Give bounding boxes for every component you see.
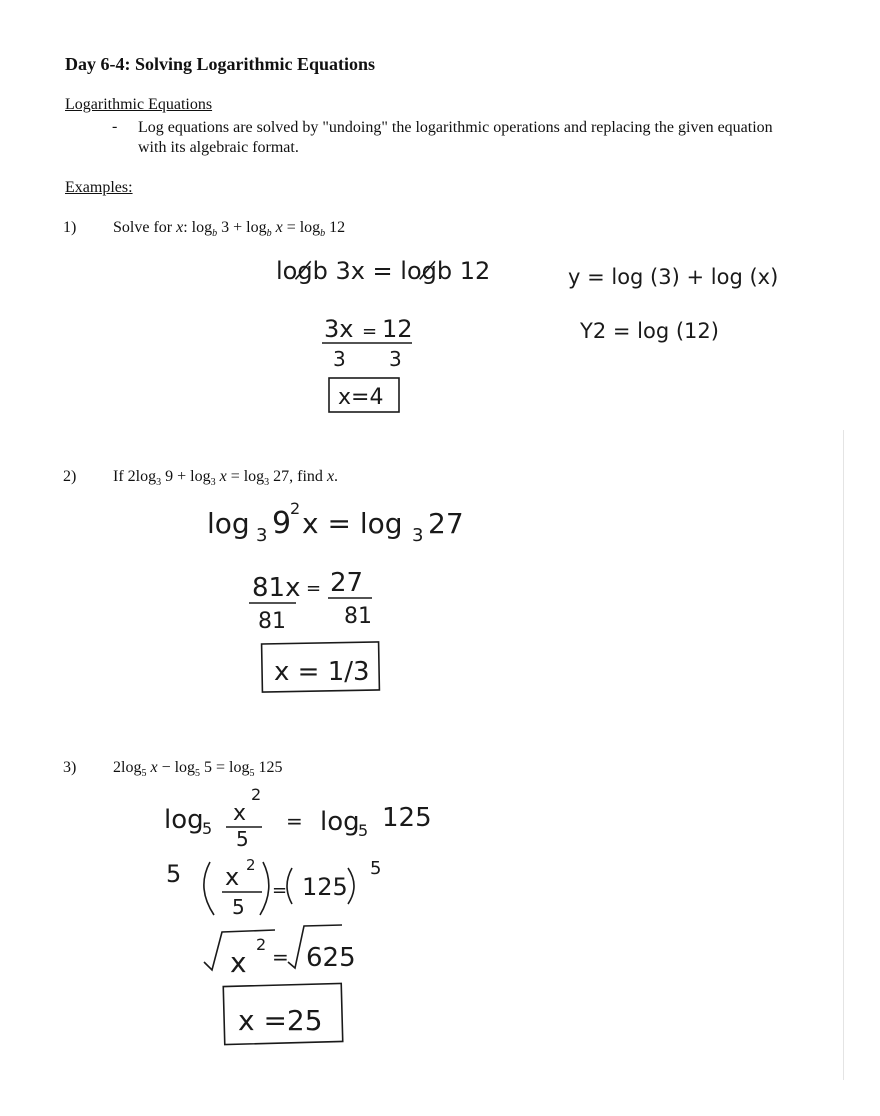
ex3-answer: x =25 — [238, 1004, 323, 1037]
ex2-equals: = — [306, 578, 322, 599]
ex3-line1-base: 5 — [202, 819, 213, 838]
ex1-denominator-left: 3 — [333, 347, 346, 371]
ex2-line1-rhs-value: 27 — [428, 507, 464, 540]
ex2-line1-exponent: 2 — [290, 499, 301, 518]
ex1-numerator-left: 3x — [324, 315, 354, 343]
ex1-calc-y2: Y2 = log (12) — [580, 319, 719, 343]
ex2-line1-log: log — [207, 507, 250, 540]
ex3-line1-rhs-log: log — [320, 807, 360, 837]
ex3-line1-exponent: 2 — [251, 785, 262, 804]
ex2-line1-rhs: x = log — [302, 507, 403, 540]
ex3-line2-rhs: 125 — [302, 873, 348, 901]
problem-1-statement: Solve for x: $\log_b 3 + \log_b x = \log_b 12$ — [113, 219, 346, 240]
examples-heading: Examples: — [65, 179, 133, 196]
ex3-line2-rhs-exponent: 5 — [370, 858, 382, 879]
ex3-line2-exponent: 2 — [246, 856, 256, 874]
ex3-line1-equals: = — [286, 809, 303, 833]
ex3-line2-denominator: 5 — [232, 895, 245, 919]
ex2-answer: x = 1/3 — [274, 657, 370, 687]
ex2-line1-nine: 9 — [272, 506, 292, 541]
ex2-line1-base: 3 — [256, 525, 268, 546]
page-title: Day 6-4: Solving Logarithmic Equations — [65, 54, 376, 74]
ex2-denominator-left: 81 — [258, 609, 286, 634]
bullet-text: Log equations are solved by "undoing" the logarithmic operations and replacing the given equation with its algebraic format. — [138, 119, 773, 156]
ex3-line1-log: log — [164, 805, 204, 835]
ex1-equals: = — [362, 321, 378, 342]
ex1-line1: log̸b 3x = log̸b 12 — [276, 257, 491, 285]
ex3-line3-equals: = — [272, 945, 289, 969]
ex3-left-paren — [204, 862, 214, 915]
ex3-line3-exponent: 2 — [256, 935, 267, 954]
ex3-line2-multiplier: 5 — [166, 860, 182, 888]
ex1-answer: x=4 — [338, 385, 384, 410]
problem-3-number: 3) — [63, 759, 77, 776]
ex2-denominator-right: 81 — [344, 604, 372, 629]
ex3-right-paren — [260, 862, 269, 915]
ex3-right-paren-2 — [348, 868, 354, 904]
problem-2-number: 2) — [63, 468, 77, 485]
ex3-left-paren-2 — [287, 868, 292, 904]
ex2-numerator-right: 27 — [330, 568, 364, 598]
ex3-line1-denominator: 5 — [236, 827, 249, 851]
ex3-line2-equals: = — [272, 880, 288, 901]
ex3-line3-rhs: 625 — [306, 943, 356, 973]
ex3-line2-numerator: x — [225, 863, 240, 891]
ex2-line1-rhs-base: 3 — [412, 525, 424, 546]
ex1-calc-y1: y = log (3) + log (x) — [568, 265, 779, 289]
ex3-line1-rhs-value: 125 — [382, 803, 432, 833]
problem-2-statement: If $2\log_3$ $9 + \log_3 x = \log_3 27$, find x. — [113, 468, 339, 489]
ex3-line1-numerator: x — [233, 801, 247, 826]
bullet-marker: - — [112, 118, 118, 135]
ex1-numerator-right: 12 — [382, 315, 413, 343]
ex2-numerator-left: 81x — [252, 573, 301, 603]
problem-1-number: 1) — [63, 219, 77, 236]
ex3-line1-rhs-base: 5 — [358, 821, 369, 840]
section-heading: Logarithmic Equations — [65, 96, 213, 113]
ex3-line3-x: x — [230, 946, 247, 979]
problem-3-statement: $2\log_5$ $x - \log_5 5 = \log_5 125$ — [113, 759, 283, 780]
ex1-denominator-right: 3 — [389, 347, 402, 371]
